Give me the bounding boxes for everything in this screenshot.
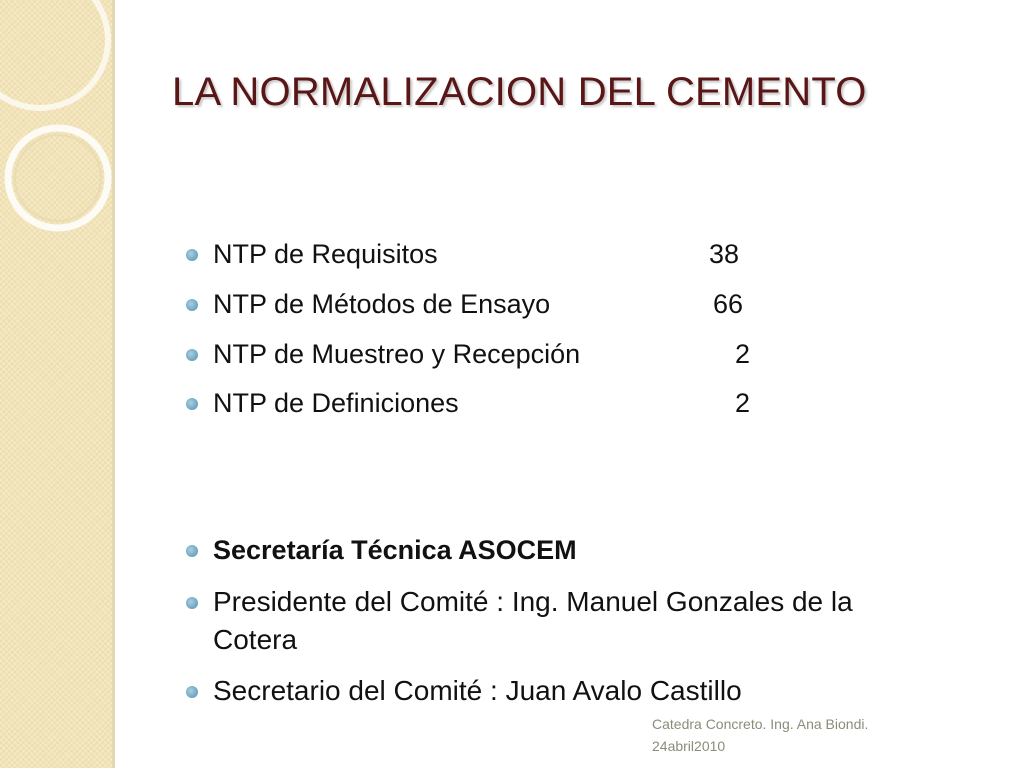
bullet-icon (186, 545, 198, 557)
ntp-label: NTP de Muestreo y Recepción (213, 339, 581, 369)
bullet-icon (186, 249, 198, 261)
footer-line-2: 24abril2010 (652, 738, 726, 754)
ntp-count: 2 (735, 388, 751, 418)
ntp-label: NTP de Requisitos (213, 239, 438, 269)
bullet-icon (186, 299, 198, 311)
ntp-count: 66 (713, 289, 744, 319)
presidente-text: Presidente del Comité : Ing. Manuel Gonzales de la Cotera (213, 586, 853, 655)
secretaria-text: Secretaría Técnica ASOCEM (213, 535, 577, 565)
bullet-icon (186, 686, 198, 698)
secretario-text: Secretario del Comité : Juan Avalo Castillo (213, 675, 742, 706)
footer-line-1: Catedra Concreto. Ing. Ana Biondi. (652, 716, 869, 732)
slide-title: LA NORMALIZACION DEL CEMENTO (172, 70, 867, 114)
bullet-icon (186, 398, 198, 410)
decorative-rings (0, 0, 130, 260)
bullet-icon (186, 349, 198, 361)
ntp-label: NTP de Métodos de Ensayo (213, 289, 551, 319)
slide-footer (652, 713, 952, 757)
ntp-count: 2 (735, 339, 751, 369)
bullet-icon (186, 597, 198, 609)
ntp-label: NTP de Definiciones (213, 388, 459, 418)
ntp-count: 38 (709, 239, 740, 269)
